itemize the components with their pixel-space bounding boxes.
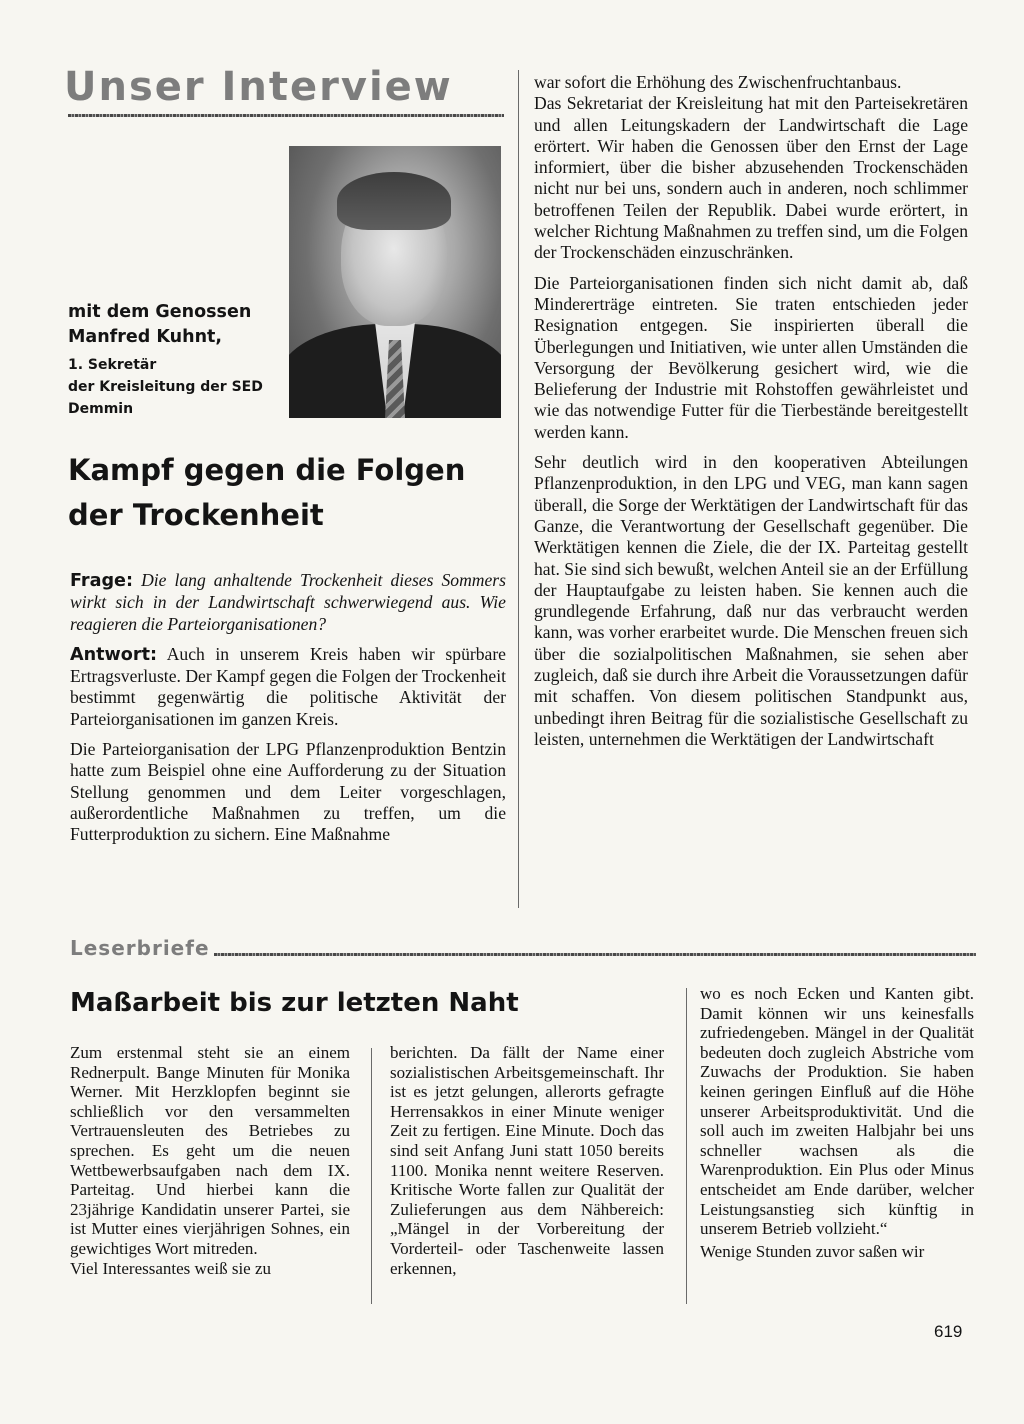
- paragraph: Die Parteiorganisationen finden sich nicht damit ab, daß Mindererträge eintreten. Sie traten entschieden jeder Resignation entgegen. Sie inspirierten überall die Überlegungen und Initiativen, wie unter allen Umständen die Versorgung der Bevölkerung gesichert wird, wie die Belieferung der Industrie mit Rohstoffen gewährleistet und wie das notwendige Futter für die Tierbestände bereitgestellt werden kann.: [534, 272, 968, 442]
- question-label: Frage:: [70, 571, 134, 591]
- column-divider: [371, 1048, 372, 1304]
- paragraph: war sofort die Erhöhung des Zwischenfruchtanbaus.: [534, 72, 902, 92]
- interviewee-place: Demmin: [68, 401, 134, 417]
- letters-section-title: Leserbriefe: [70, 936, 210, 960]
- letters-column-3: [700, 984, 974, 1261]
- letters-headline: Maßarbeit bis zur letzten Naht: [70, 988, 519, 1018]
- portrait-photo: [289, 146, 501, 418]
- interview-left-column: [70, 570, 506, 846]
- interviewee-organisation: der Kreisleitung der SED: [68, 379, 263, 395]
- intro-line: mit dem Genossen: [68, 302, 252, 322]
- question: [70, 570, 506, 635]
- column-divider: [686, 988, 687, 1304]
- interview-headline: [68, 448, 518, 538]
- answer-label: Antwort:: [70, 644, 158, 665]
- paragraph: wo es noch Ecken und Kanten gibt. Damit können wir uns keinesfalls zufriedengeben. Mängel in der Qualität bedeuten doch zugleich Abstriche vom Zuwachs der Produktion. Sie haben keinen geringen Einfluß auf die Höhe unserer Arbeitsproduktivität. Und die soll auch im zweiten Halbjahr bei uns schneller wachsen als die Warenproduktion. Ein Plus oder Minus entscheidet am Ende darüber, welcher Leistungsanstieg sich künftig in unserem Betrieb vollzieht.“: [700, 984, 974, 1239]
- interview-section-title: Unser Interview: [64, 64, 453, 110]
- headline-line: der Trockenheit: [68, 498, 324, 532]
- interviewee-name: Manfred Kuhnt,: [68, 327, 223, 347]
- question-text: Die lang anhaltende Trockenheit dieses Sommers wirkt sich in der Landwirtschaft schwerwiegend aus. Wie reagieren die Parteiorganisationen?: [70, 570, 507, 634]
- paragraph: Sehr deutlich wird in den kooperativen Abteilungen Pflanzenproduktion, in den LPG und VEG, man kann sagen überall, die Sorge der Werktätigen der Landwirtschaft für das Ganze, die Verantwortung der Gesellschaft gegenüber. Die Werktätigen kennen die Ziele, die der IX. Parteitag gestellt hat. Sie sind sich bewußt, welchen Anteil sie an der Erfüllung der Hauptaufgabe zu leisten haben. Sie kennen auch die grundlegende Erfahrung, daß nur das verbraucht werden kann, was vorher erarbeitet wurde. Die Menschen freuen sich über die sozialpolitischen Maßnahmen, sie sehen aber zugleich, daß sie durch ihre Arbeit die Voraussetzungen dafür mit schaffen. Von diesem politischen Standpunkt aus, unbedingt ihren Beitrag für die sozialistische Gesellschaft zu leisten, unternehmen die Werktätigen der Landwirtschaft: [534, 452, 968, 749]
- section-divider: [214, 953, 976, 956]
- letters-column-2: [390, 1043, 664, 1278]
- paragraph: Wenige Stunden zuvor saßen wir: [700, 1241, 925, 1261]
- section-divider: [68, 114, 504, 117]
- interviewee-role: 1. Sekretär: [68, 357, 157, 373]
- paragraph: Das Sekretariat der Kreisleitung hat mit den Parteisekretären und allen Leitungskadern der Landwirtschaft die Lage erörtert. Wir haben die Genossen über den Ernst der Lage informiert, über die bisher abzusehenden Trockenschäden nicht nur bei uns, sondern auch in anderen, noch schlimmer betroffenen Teilen der Republik. Dabei wurde erörtert, in welcher Richtung Maßnahmen zu treffen sind, um die Folgen der Trockenschäden einzuschränken.: [534, 93, 968, 263]
- paragraph: berichten. Da fällt der Name einer sozialistischen Arbeitsgemeinschaft. Ihr ist es jetzt gelungen, allerorts gefragte Herrensakkos in einer Minute weniger Zeit zu fertigen. Eine Minute. Doch das sind seit Anfang Juni statt 1050 bereits 1100. Monika nennt weitere Reserven. Kritische Worte fallen zur Qualität der Zulieferungen aus dem Nähbereich: „Mängel in der Vorbereitung der Vorderteil- oder Taschenweite lassen erkennen,: [390, 1043, 664, 1278]
- interview-intro: [68, 300, 283, 420]
- column-divider: [518, 70, 519, 908]
- headline-line: Kampf gegen die Folgen: [68, 453, 466, 487]
- paragraph: Die Parteiorganisation der LPG Pflanzenproduktion Bentzin hatte zum Beispiel ohne eine Aufforderung zu der Situation Stellung genommen und dem Leiter vorgeschlagen, außerordentliche Maßnahmen zu treffen, um die Futterproduktion zu sichern. Eine Maßnahme: [70, 739, 506, 845]
- paragraph: Viel Interessantes weiß sie zu: [70, 1258, 272, 1278]
- answer: [70, 644, 506, 730]
- letters-column-1: [70, 1043, 350, 1278]
- interview-right-column: [534, 72, 968, 750]
- paragraph: Zum erstenmal steht sie an einem Rednerpult. Bange Minuten für Monika Werner. Mit Herzklopfen beginnt sie schließlich vor den versammelten Vertrauensleuten des Betriebes zu sprechen. Es geht um die neuen Wettbewerbsaufgaben nach dem IX. Parteitag. Und hierbei kann die 23jährige Kandidatin unserer Partei, sie ist Mutter eines vierjährigen Sohnes, ein gewichtiges Wort mitreden.: [70, 1043, 350, 1258]
- answer-text: Auch in unserem Kreis haben wir spürbare Ertragsverluste. Der Kampf gegen die Folgen der Trockenheit bestimmt gegenwärtig die politische Aktivität der Parteiorganisationen im ganzen Kreis.: [70, 643, 506, 729]
- page-number: 619: [934, 1322, 963, 1341]
